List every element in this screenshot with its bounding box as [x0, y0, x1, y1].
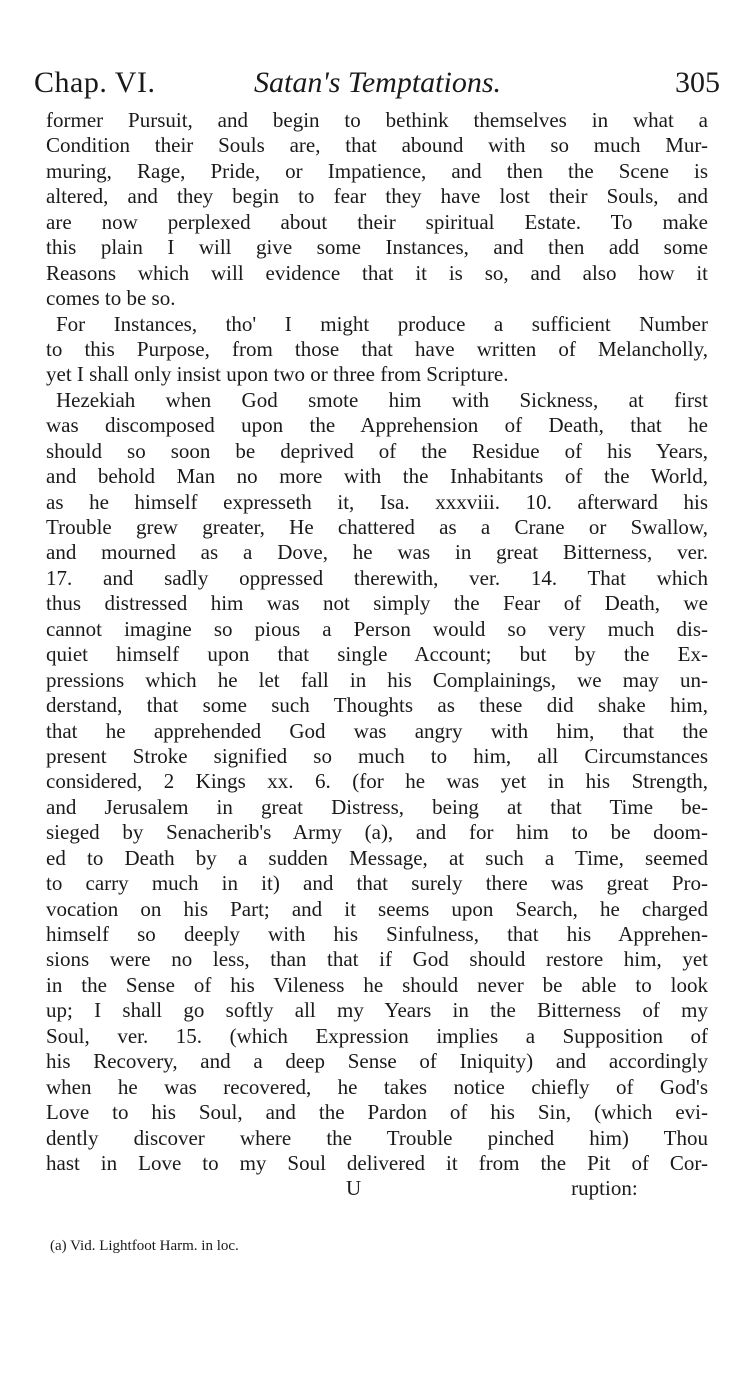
text-line: Love to his Soul, and the Pardon of his Sin, (which evi-	[46, 1100, 708, 1125]
text-line: sieged by Senacherib's Army (a), and for him to be doom-	[46, 820, 708, 845]
text-line: and mourned as a Dove, he was in great Bitterness, ver.	[46, 540, 708, 565]
text-line: derstand, that some such Thoughts as these did shake him,	[46, 693, 708, 718]
text-line: altered, and they begin to fear they have lost their Souls, and	[46, 184, 708, 209]
body-text	[46, 108, 708, 1202]
text-line: dently discover where the Trouble pinched him) Thou	[46, 1125, 708, 1150]
text-line: and Jerusalem in great Distress, being at that Time be-	[46, 794, 708, 819]
page-number: 305	[675, 66, 720, 99]
text-line: himself so deeply with his Sinfulness, that his Apprehen-	[46, 922, 708, 946]
text-line: his Recovery, and a deep Sense of Iniquity) and accordingly	[46, 1049, 708, 1074]
text-line: and behold Man no more with the Inhabitants of the World,	[46, 464, 708, 489]
text-line: to carry much in it) and that surely there was great Pro-	[46, 871, 708, 896]
text-line: this plain I will give some Instances, and then add some	[46, 235, 708, 260]
text-line: cannot imagine so pious a Person would so very much dis-	[46, 616, 708, 641]
text-line: vocation on his Part; and it seems upon Search, he charged	[46, 896, 708, 921]
text-line: ed to Death by a sudden Message, at such a Time, seemed	[46, 845, 708, 870]
text-line: Condition their Souls are, that abound with so much Mur-	[46, 133, 708, 158]
text-line: muring, Rage, Pride, or Impatience, and then the Scene is	[46, 158, 708, 183]
text-line: when he was recovered, he takes notice chiefly of God's	[46, 1074, 708, 1099]
text-line: For Instances, tho' I might produce a sufficient Number	[56, 311, 708, 336]
text-line: hast in Love to my Soul delivered it from the Pit of Cor-	[46, 1150, 708, 1175]
text-line: considered, 2 Kings xx. 6. (for he was yet in his Strength,	[46, 769, 708, 794]
text-line: was discomposed upon the Apprehension of Death, that he	[46, 413, 708, 438]
text-line: 17. and sadly oppressed therewith, ver. 14. That which	[46, 565, 708, 590]
text-line: in the Sense of his Vileness he should never be able to look	[46, 972, 708, 997]
text-line: former Pursuit, and begin to bethink themselves in what a	[46, 108, 708, 132]
text-line: present Stroke signified so much to him, all Circumstances	[46, 743, 708, 768]
text-line: Trouble grew greater, He chattered as a Crane or Swallow,	[46, 515, 708, 539]
text-line: quiet himself upon that single Account; but by the Ex-	[46, 642, 708, 667]
text-line: Hezekiah when God smote him with Sickness, at first	[56, 387, 708, 412]
text-line: as he himself expresseth it, Isa. xxxviii. 10. afterward his	[46, 489, 708, 514]
text-line: Reasons which will evidence that it is so, and also how it	[46, 260, 708, 285]
text-line: up; I shall go softly all my Years in the Bitterness of my	[46, 998, 708, 1023]
text-line: are now perplexed about their spiritual Estate. To make	[46, 209, 708, 234]
running-title: Satan's Temptations.	[254, 66, 502, 99]
text-line: yet I shall only insist upon two or three from Scripture.	[46, 362, 509, 387]
signature-catchword-line: U ruption:	[346, 1176, 638, 1201]
text-line: should so soon be deprived of the Residue of his Years,	[46, 438, 708, 463]
text-line: to this Purpose, from those that have written of Melancholly,	[46, 336, 708, 361]
footnote: (a) Vid. Lightfoot Harm. in loc.	[50, 1238, 239, 1254]
running-header	[34, 66, 720, 106]
text-line: comes to be so.	[46, 286, 176, 311]
text-line: Soul, ver. 15. (which Expression implies a Supposition of	[46, 1023, 708, 1048]
text-line: sions were no less, than that if God should restore him, yet	[46, 947, 708, 972]
text-line: pressions which he let fall in his Complainings, we may un-	[46, 667, 708, 692]
text-line: thus distressed him was not simply the Fear of Death, we	[46, 591, 708, 616]
text-line: that he apprehended God was angry with him, that the	[46, 718, 708, 743]
chapter-label: Chap. VI.	[34, 66, 156, 99]
